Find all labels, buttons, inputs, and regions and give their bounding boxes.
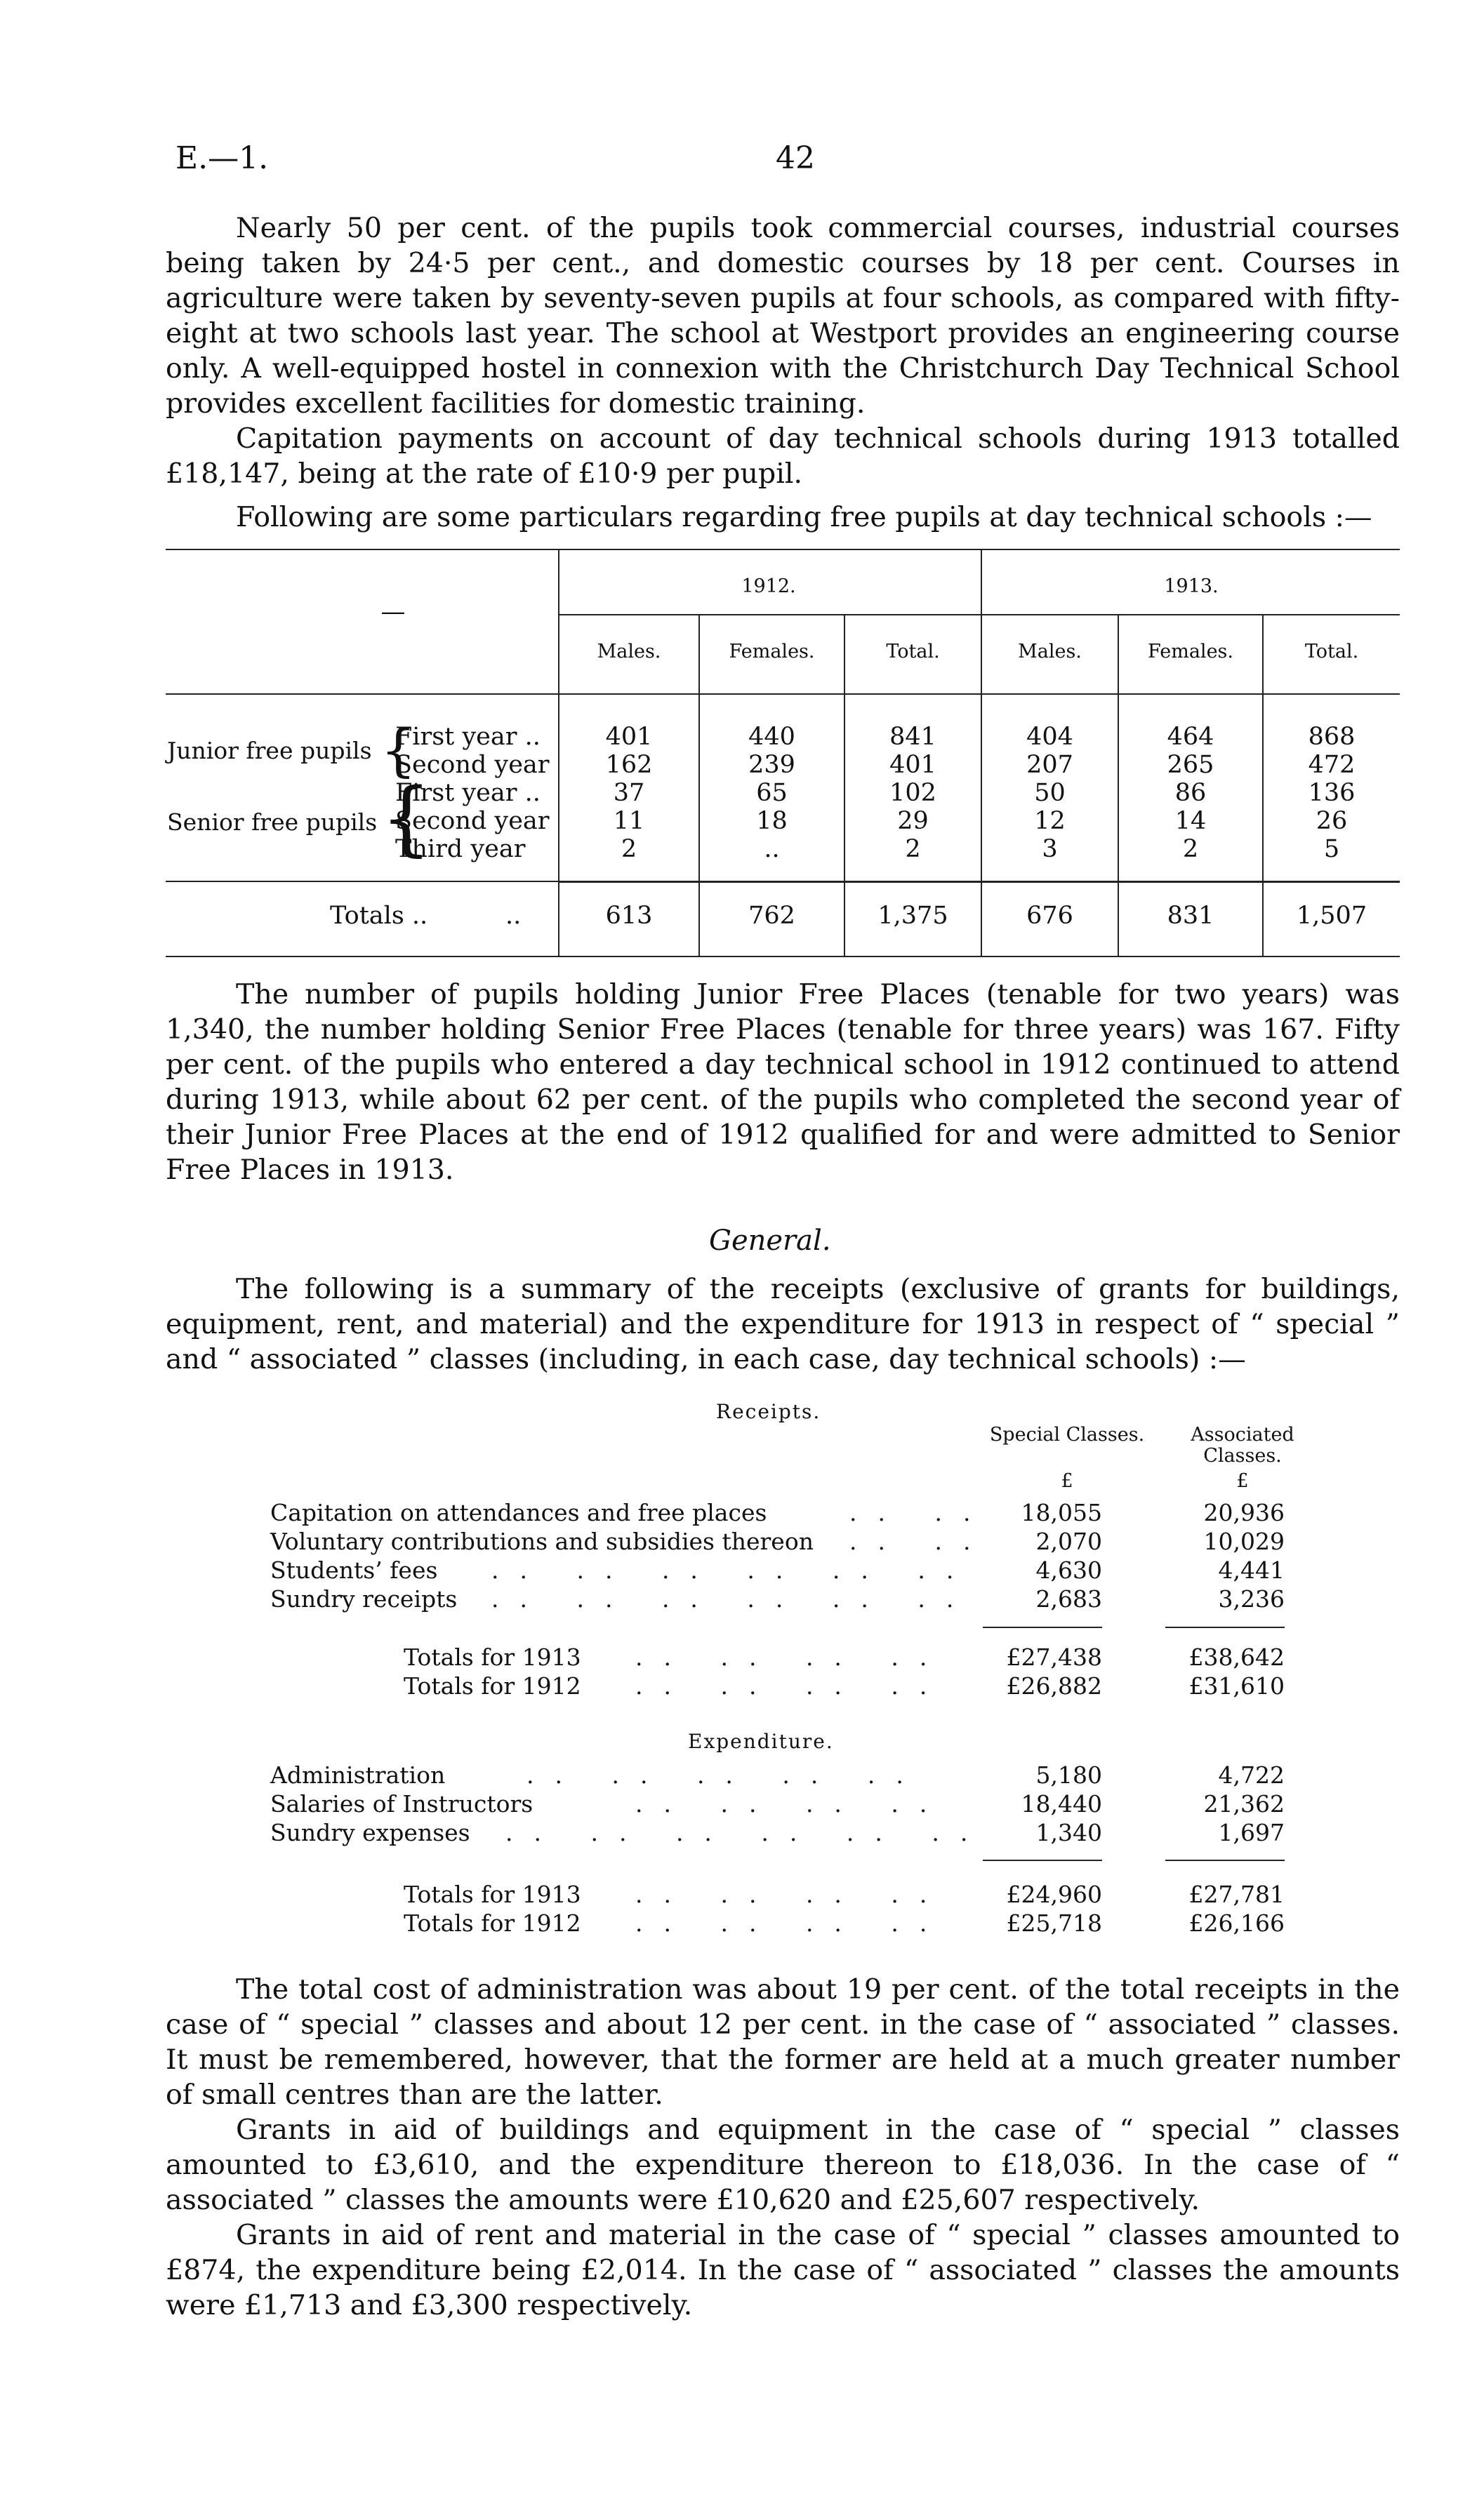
paragraph-administration-cost: The total cost of administration was about 19 per cent. of the total receipts in the case of “ special ” classes and about 12 per cent. in the case of “ associated ” classes. It must be remembered, however, that the former are held at a much greater number of small centres than are the latter. xyxy=(166,1973,1400,2111)
expenditure-total-label: Totals for 1912 xyxy=(404,1909,581,1937)
general-heading: General. xyxy=(709,1225,831,1257)
totals-cell: 831 xyxy=(1167,902,1214,930)
leader-dots: .. .. .. .. xyxy=(635,1790,948,1818)
leader-dots: .. .. .. .. .. xyxy=(526,1761,925,1789)
col-header-total-1913: Total. xyxy=(1304,641,1359,662)
table-cell: 50 xyxy=(1034,779,1066,807)
col-header-males-1912: Males. xyxy=(597,641,661,662)
table-cell: 440 xyxy=(748,723,795,751)
receipt-associated: 4,441 xyxy=(1218,1556,1285,1584)
brace-junior: { xyxy=(380,718,416,783)
table-cell: 239 xyxy=(748,751,795,779)
table-cell: .. xyxy=(764,835,780,863)
table-cell: 12 xyxy=(1034,807,1066,835)
group-label-senior: Senior free pupils xyxy=(167,808,378,836)
paragraph-commercial-courses: Nearly 50 per cent. of the pupils took commercial courses, industrial courses being taken by 24·5 per cent., and domestic courses by 18 per cent. Courses in agriculture were taken by seventy-seven pupils at four schools, as compared with fifty-eight at two schools last year. The school at Westport provides an engineering course only. A well-equipped hostel in connexion with the Christchurch Day Technical School provides excellent facilities for domestic training. xyxy=(166,212,1400,420)
paragraph-free-places: The number of pupils holding Junior Free Places (tenable for two years) was 1,340, the number holding Senior Free Places (tenable for three years) was 167. Fifty per cent. of the pupils who entered a day technical school in 1912 continued to attend during 1913, while about 62 per cent. of the pupils who completed the second year of their Junior Free Places at the end of 1912 qualified for and were admitted to Senior Free Places in 1913. xyxy=(166,978,1400,1186)
table-cell: 11 xyxy=(613,807,645,835)
expenditure-total-associated: £27,781 xyxy=(1188,1881,1285,1908)
table-cell: 2 xyxy=(621,835,637,863)
expenditure-special: 18,440 xyxy=(1021,1790,1102,1818)
table-cell: 136 xyxy=(1308,779,1356,807)
row-label: Third year xyxy=(395,835,526,863)
row-label: First year .. xyxy=(395,723,541,751)
receipt-total-special: £26,882 xyxy=(1006,1672,1102,1700)
brace-senior: { xyxy=(380,771,432,865)
expenditure-label: Sundry expenses xyxy=(270,1819,470,1846)
expenditure-special: 5,180 xyxy=(1035,1761,1102,1789)
table-cell: 404 xyxy=(1026,723,1073,751)
col-header-associated: Associated Classes. xyxy=(1191,1424,1294,1467)
paragraph-summary-intro: The following is a summary of the receipts (exclusive of grants for buildings, equipment, rent, and material) and the expenditure for 1913 in respect of “ special ” and “ associated ” classes (including, in each case, day technical schools) :— xyxy=(166,1273,1400,1375)
table-cell: 5 xyxy=(1323,835,1340,863)
table-cell: 868 xyxy=(1308,723,1356,751)
leader-dots: .. .. xyxy=(849,1499,992,1526)
receipt-label: Capitation on attendances and free places xyxy=(270,1499,767,1526)
expenditure-total-associated: £26,166 xyxy=(1188,1909,1285,1937)
table-cell: 841 xyxy=(889,723,936,751)
expenditure-heading: Expenditure. xyxy=(688,1730,834,1753)
receipt-total-label: Totals for 1912 xyxy=(404,1672,581,1700)
page-number: 42 xyxy=(776,140,815,176)
receipt-special: 2,070 xyxy=(1035,1528,1102,1555)
paragraph-rent-grants: Grants in aid of rent and material in the case of “ special ” classes amounted to £874, the expenditure being £2,014. In the case of “ associated ” classes the amounts were £1,713 and £3,300 respectively. xyxy=(166,2219,1400,2321)
table-cell: 2 xyxy=(1182,835,1199,863)
col-header-total-1912: Total. xyxy=(886,641,940,662)
leader-dots: .. .. xyxy=(849,1528,992,1555)
col-header-females-1913: Females. xyxy=(1148,641,1233,662)
table-cell: 3 xyxy=(1042,835,1058,863)
table-cell: 472 xyxy=(1308,751,1356,779)
receipt-special: 18,055 xyxy=(1021,1499,1102,1526)
col-header-females-1912: Females. xyxy=(729,641,815,662)
receipt-special: 2,683 xyxy=(1035,1585,1102,1613)
leader-dots: .. .. .. .. .. .. xyxy=(505,1819,989,1846)
table-cell: 37 xyxy=(613,779,645,807)
expenditure-associated: 4,722 xyxy=(1218,1761,1285,1789)
table-cell: 86 xyxy=(1174,779,1207,807)
currency-associated: £ xyxy=(1236,1470,1249,1492)
currency-special: £ xyxy=(1061,1470,1073,1492)
year-header-1913: 1913. xyxy=(1164,575,1219,597)
table-cell: 65 xyxy=(756,779,788,807)
leader-dots: .. .. .. .. xyxy=(635,1909,948,1937)
leader-dots: .. .. .. .. .. .. xyxy=(491,1556,975,1584)
table-cell: 464 xyxy=(1167,723,1214,751)
year-header-1912: 1912. xyxy=(741,575,796,597)
leader-dots: .. .. .. .. .. .. xyxy=(491,1585,975,1613)
expenditure-special: 1,340 xyxy=(1035,1819,1102,1846)
leader-dots: .. .. .. .. xyxy=(635,1881,948,1908)
stub-header: — xyxy=(380,598,406,626)
table-cell: 102 xyxy=(889,779,936,807)
row-label: Second year xyxy=(395,807,550,835)
expenditure-associated: 21,362 xyxy=(1203,1790,1285,1818)
receipt-total-special: £27,438 xyxy=(1006,1644,1102,1671)
receipt-total-associated: £38,642 xyxy=(1188,1644,1285,1671)
table-cell: 265 xyxy=(1167,751,1214,779)
section-code: E.—1. xyxy=(175,140,269,176)
receipt-total-associated: £31,610 xyxy=(1188,1672,1285,1700)
table-cell: 2 xyxy=(905,835,921,863)
table-cell: 14 xyxy=(1174,807,1207,835)
row-label: First year .. xyxy=(395,779,541,807)
totals-label: Totals .. xyxy=(330,902,428,930)
table-cell: 162 xyxy=(605,751,653,779)
group-label-junior: Junior free pupils xyxy=(167,737,372,764)
expenditure-total-special: £25,718 xyxy=(1006,1909,1102,1937)
receipt-associated: 10,029 xyxy=(1203,1528,1285,1555)
row-label: Second year xyxy=(395,751,550,779)
receipt-associated: 20,936 xyxy=(1203,1499,1285,1526)
receipt-special: 4,630 xyxy=(1035,1556,1102,1584)
receipt-label: Sundry receipts xyxy=(270,1585,458,1613)
expenditure-label: Administration xyxy=(270,1761,446,1789)
receipts-heading: Receipts. xyxy=(716,1400,821,1423)
paragraph-capitation: Capitation payments on account of day technical schools during 1913 totalled £18,147, being at the rate of £10·9 per pupil. xyxy=(166,422,1400,490)
table-cell: 401 xyxy=(889,751,936,779)
expenditure-total-label: Totals for 1913 xyxy=(404,1881,581,1908)
totals-leader-dots: .. xyxy=(505,902,522,930)
leader-dots: .. .. .. .. xyxy=(635,1672,948,1700)
receipt-label: Students’ fees xyxy=(270,1556,438,1584)
col-header-special: Special Classes. xyxy=(989,1424,1145,1446)
totals-cell: 762 xyxy=(748,902,795,930)
expenditure-label: Salaries of Instructors xyxy=(270,1790,534,1818)
receipt-total-label: Totals for 1913 xyxy=(404,1644,581,1671)
totals-cell: 1,507 xyxy=(1296,902,1367,930)
totals-cell: 613 xyxy=(605,902,653,930)
table-cell: 29 xyxy=(897,807,929,835)
expenditure-total-special: £24,960 xyxy=(1006,1881,1102,1908)
col-header-males-1913: Males. xyxy=(1018,641,1082,662)
leader-dots: .. .. .. .. xyxy=(635,1644,948,1671)
totals-cell: 676 xyxy=(1026,902,1073,930)
paragraph-buildings-grants: Grants in aid of buildings and equipment in the case of “ special ” classes amounted to £3,610, and the expenditure thereon to £18,036. In the case of “ associated ” classes the amounts were £10,620 and £25,607 respectively. xyxy=(166,2114,1400,2216)
receipt-associated: 3,236 xyxy=(1218,1585,1285,1613)
table-cell: 207 xyxy=(1026,751,1073,779)
table-cell: 401 xyxy=(605,723,653,751)
table-cell: 26 xyxy=(1316,807,1348,835)
expenditure-associated: 1,697 xyxy=(1218,1819,1285,1846)
receipt-label: Voluntary contributions and subsidies thereon xyxy=(270,1528,814,1555)
totals-cell: 1,375 xyxy=(877,902,948,930)
paragraph-table-intro: Following are some particulars regarding free pupils at day technical schools :— xyxy=(236,501,1372,533)
table-cell: 18 xyxy=(756,807,788,835)
